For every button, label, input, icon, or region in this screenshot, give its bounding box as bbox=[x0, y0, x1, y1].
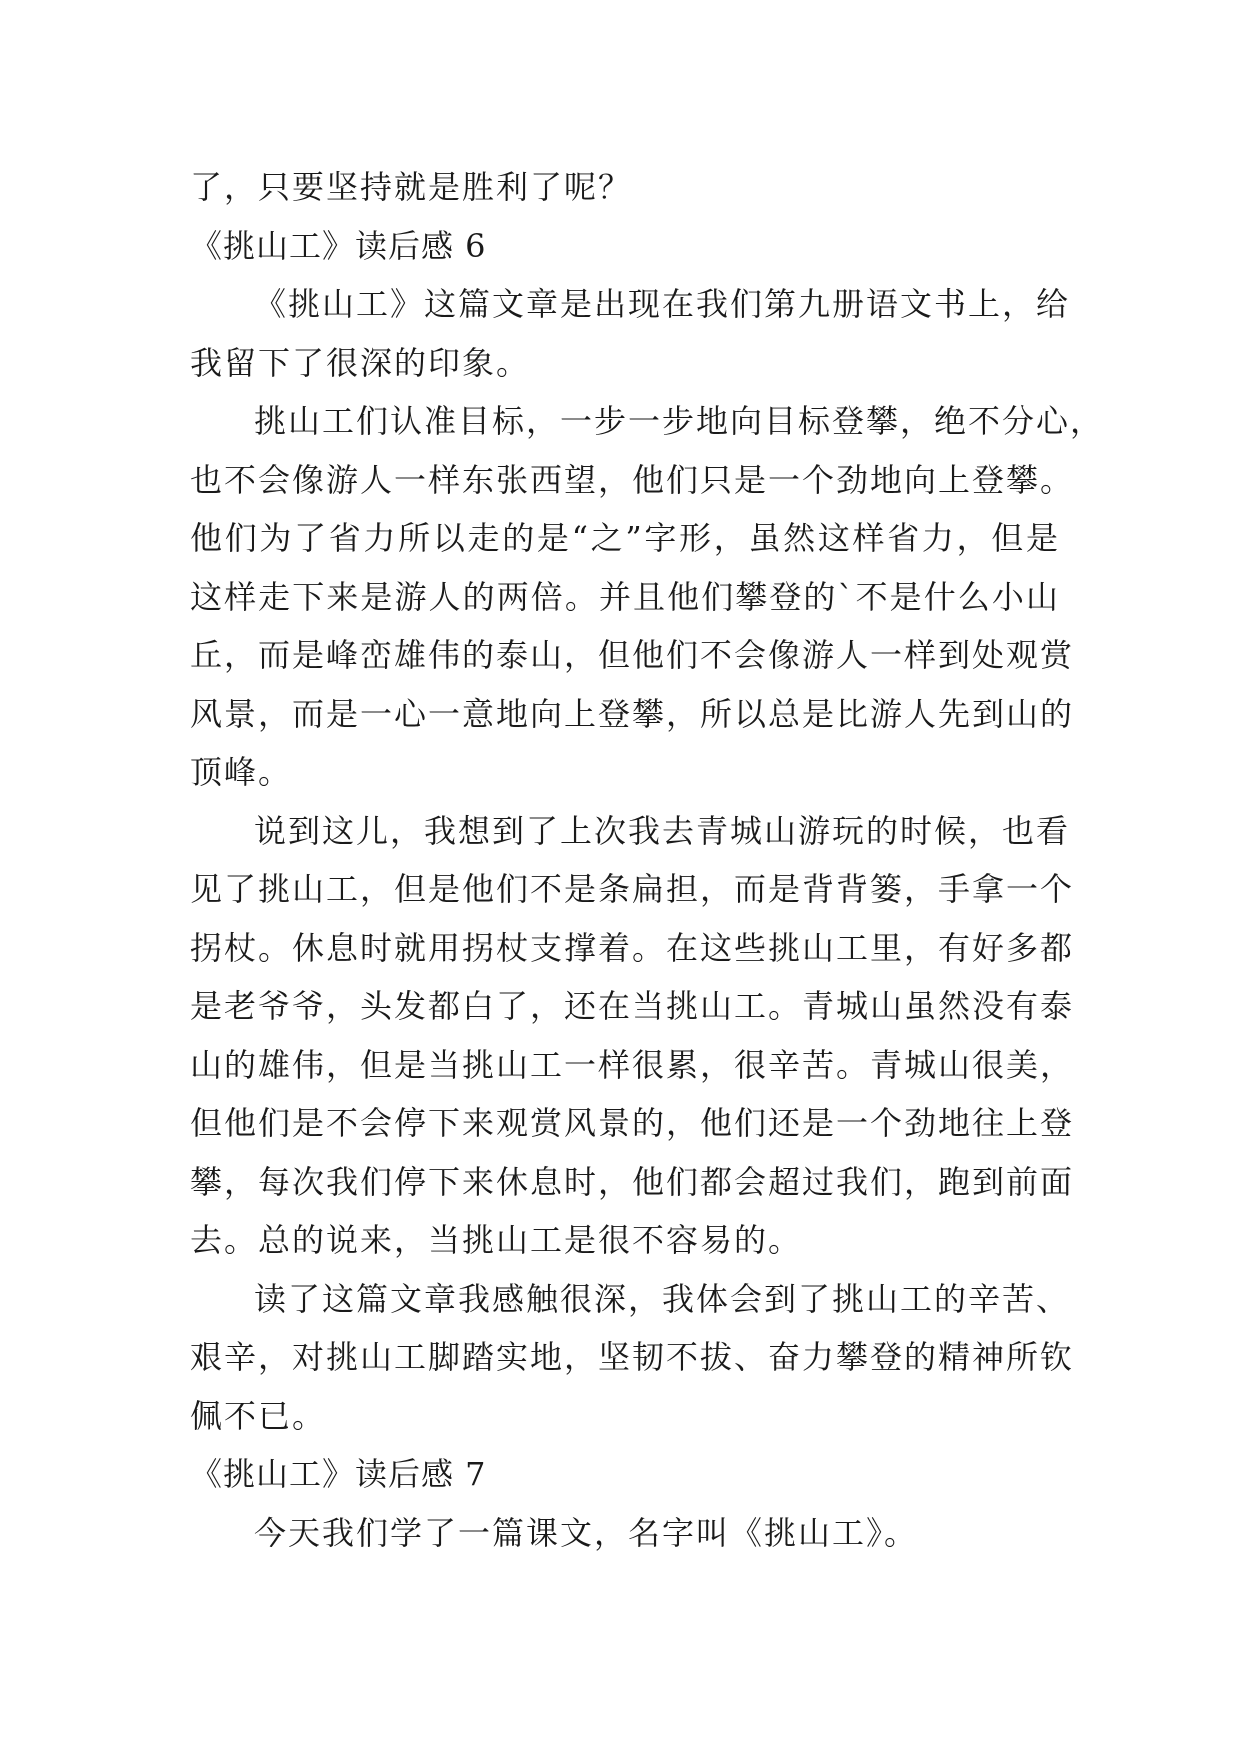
paragraph-line: 去。总的说来，当挑山工是很不容易的。 bbox=[190, 1221, 803, 1259]
paragraph-line: 我留下了很深的印象。 bbox=[190, 343, 531, 382]
paragraph-line: 攀，每次我们停下来休息时，他们都会超过我们，跑到前面 bbox=[190, 1162, 1075, 1201]
document-body bbox=[190, 158, 1105, 1562]
paragraph-line: 风景，而是一心一意地向上登攀，所以总是比游人先到山的 bbox=[190, 694, 1075, 733]
paragraph-line: 艰辛，对挑山工脚踏实地，坚韧不拔、奋力攀登的精神所钦 bbox=[190, 1338, 1075, 1376]
section-heading: 《挑山工》读后感 6 bbox=[190, 226, 487, 265]
paragraph-line: 今天我们学了一篇课文，名字叫《挑山工》。 bbox=[254, 1513, 919, 1552]
paragraph-line: 说到这儿，我想到了上次我去青城山游玩的时候，也看 bbox=[254, 811, 1071, 850]
paragraph-line: 拐杖。休息时就用拐杖支撑着。在这些挑山工里，有好多都 bbox=[190, 928, 1075, 967]
paragraph-line: 他们为了省力所以走的是“之”字形，虽然这样省力，但是 bbox=[190, 519, 1060, 557]
paragraph-line: 佩不已。 bbox=[190, 1396, 327, 1435]
paragraph-line: 丘，而是峰峦雄伟的泰山，但他们不会像游人一样到处观赏 bbox=[190, 636, 1075, 674]
paragraph-line: 挑山工们认准目标，一步一步地向目标登攀，绝不分心， bbox=[254, 402, 1105, 440]
paragraph-line: 《挑山工》这篇文章是出现在我们第九册语文书上，给 bbox=[254, 285, 1071, 323]
paragraph-line: 顶峰。 bbox=[190, 753, 293, 791]
paragraph-line: 但他们是不会停下来观赏风景的，他们还是一个劲地往上登 bbox=[190, 1104, 1075, 1142]
paragraph-line: 也不会像游人一样东张西望，他们只是一个劲地向上登攀。 bbox=[190, 460, 1075, 499]
paragraph-line: 是老爷爷，头发都白了，还在当挑山工。青城山虽然没有泰 bbox=[190, 987, 1075, 1025]
paragraph-line: 这样走下来是游人的两倍。并且他们攀登的`不是什么小山 bbox=[190, 577, 1060, 616]
paragraph-line: 山的雄伟，但是当挑山工一样很累，很辛苦。青城山很美， bbox=[190, 1045, 1075, 1084]
section-heading: 《挑山工》读后感 7 bbox=[190, 1455, 487, 1493]
paragraph-line: 了，只要坚持就是胜利了呢？ bbox=[190, 168, 633, 206]
paragraph-line: 读了这篇文章我感触很深，我体会到了挑山工的辛苦、 bbox=[254, 1279, 1071, 1318]
paragraph-line: 见了挑山工，但是他们不是条扁担，而是背背篓，手拿一个 bbox=[190, 870, 1075, 908]
